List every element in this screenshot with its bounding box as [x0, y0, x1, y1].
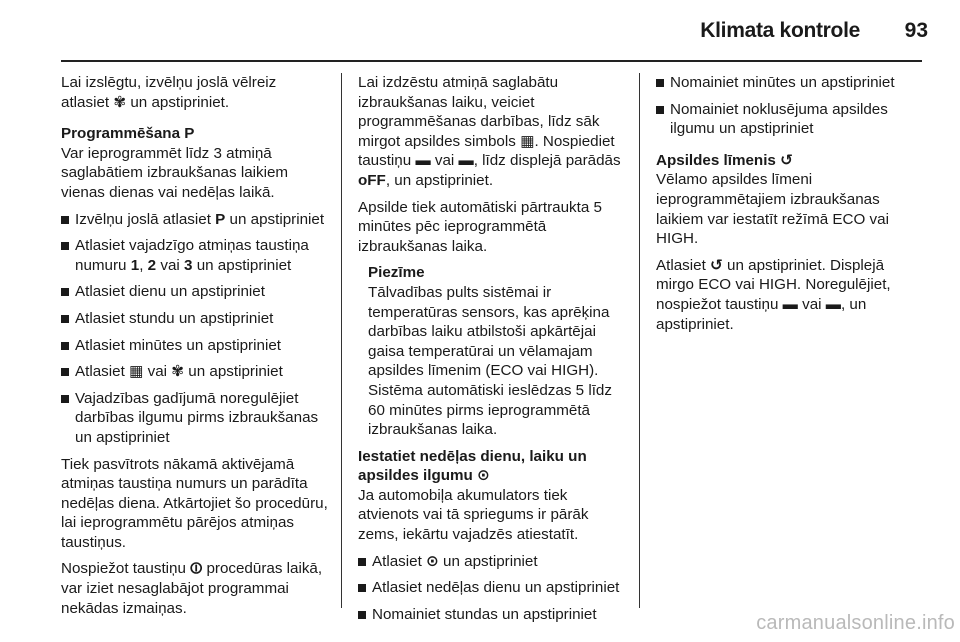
paragraph: Lai izslēgtu, izvēlņu joslā vēlreiz atlasiet ✾ un apstipriniet. — [61, 74, 277, 111]
section: Programmēšana P Var ieprogrammēt līdz 3 atmiņā saglabātiem izbraukšanas laikiem vienas dienas vai nedēļas laikā. — [61, 125, 289, 201]
power-icon: ⏼ — [190, 560, 203, 578]
list-item: Atlasiet ⊙ un apstipriniet — [358, 552, 630, 572]
paragraph: Nospiežot taustiņu ⏼ procedūras laikā, var iziet nesaglabājot programmai nekādas izmaiņas. — [61, 560, 323, 617]
paragraph: Atlasiet ↺ un apstipriniet. Displejā mirgo ECO vai HIGH. Noregulējiet, nospiežot taustiņu ▬ vai ▬, un apstipriniet. — [656, 256, 891, 333]
list-item: Atlasiet vajadzīgo atmiņas taustiņa numuru 1, 2 vai 3 un apstipriniet — [61, 236, 331, 275]
level-icon: ↺ — [780, 151, 793, 169]
column-divider — [341, 73, 342, 608]
arrow-left-icon: ▬ — [415, 152, 431, 170]
list-item: Nomainiet noklusējuma apsildes ilgumu un apstipriniet — [656, 100, 924, 139]
note-box: Piezīme Tālvadības pults sistēmai ir temperatūras sensors, kas aprēķina darbības laiku atbilstoši apkārtējai gaisa temperatūrai un vēlamajam apsildes līmenim (ECO vai HIGH). Sistēma automātiski ieslēdzas 5 līdz 60 minūtes pirms ieprogrammētā izbraukšanas laika. — [368, 264, 612, 439]
note-heading: Piezīme — [368, 264, 425, 282]
list-item: Atlasiet ▦ vai ✾ un apstipriniet — [61, 362, 331, 382]
column-1 — [61, 73, 331, 625]
column-3 — [656, 73, 924, 341]
calendar-icon: ▦ — [129, 363, 144, 381]
list-item: Atlasiet dienu un apstipriniet — [61, 282, 331, 302]
paragraph: Tiek pasvītrots nākamā aktivējamā atmiņas taustiņa numurs un parādīta nedēļas diena. Atkārtojiet šo procedūru, lai ieprogrammētu pārējos atmiņas taustiņus. — [61, 455, 328, 551]
list-item: Atlasiet nedēļas dienu un apstipriniet — [358, 578, 630, 598]
paragraph: Ja automobiļa akumulators tiek atvienots vai tā spriegums ir pārāk zems, iekārtu vajadzēs atiestatīt. — [358, 486, 589, 544]
header-divider — [61, 60, 922, 62]
section-heading: Iestatiet nedēļas dienu, laiku un apsildes ilgumu ⊙ — [358, 447, 587, 485]
arrow-right-icon: ▬ — [825, 295, 841, 313]
fan-icon: ✾ — [171, 363, 185, 381]
list-item: Izvēlņu joslā atlasiet P un apstipriniet — [61, 210, 331, 230]
list-item: Nomainiet stundas un apstipriniet — [358, 605, 630, 625]
page-title: Klimata kontrole — [700, 19, 860, 42]
calendar-icon: ▦ — [520, 132, 535, 150]
page-number: 93 — [904, 19, 928, 42]
column-2 — [358, 73, 630, 631]
list-item: Atlasiet stundu un apstipriniet — [61, 309, 331, 329]
section-heading: Apsildes līmenis — [656, 151, 776, 169]
column-divider — [639, 73, 640, 608]
level-icon: ↺ — [710, 256, 723, 274]
section-heading: Programmēšana P — [61, 125, 195, 143]
list-item: Atlasiet minūtes un apstipriniet — [61, 336, 331, 356]
arrow-right-icon: ▬ — [458, 152, 474, 170]
section: Apsildes līmenis ↺ Vēlamo apsildes līmeni ieprogrammētajiem izbraukšanas laikiem var iestatīt režīmā ECO vai HIGH. — [656, 151, 889, 248]
paragraph: Lai izdzēstu atmiņā saglabātu izbraukšanas laiku, veiciet programmēšanas darbības, līdz sāk mirgot apsildes simbols ▦. Nospiediet taustiņu ▬ vai ▬, līdz displejā parādās oFF, un apstipriniet. — [358, 74, 621, 189]
clock-icon: ⊙ — [477, 467, 490, 485]
paragraph: Apsilde tiek automātiski pārtraukta 5 minūtes pēc ieprogrammētā izbraukšanas laika. — [358, 198, 602, 255]
list-item: Nomainiet minūtes un apstipriniet — [656, 73, 924, 93]
list-item: Vajadzības gadījumā noregulējiet darbības ilgumu pirms izbraukšanas un apstipriniet — [61, 389, 331, 448]
fan-icon: ✾ — [113, 93, 127, 111]
clock-icon: ⊙ — [426, 552, 439, 570]
arrow-left-icon: ▬ — [782, 295, 798, 313]
watermark: carmanualsonline.info — [756, 612, 955, 634]
